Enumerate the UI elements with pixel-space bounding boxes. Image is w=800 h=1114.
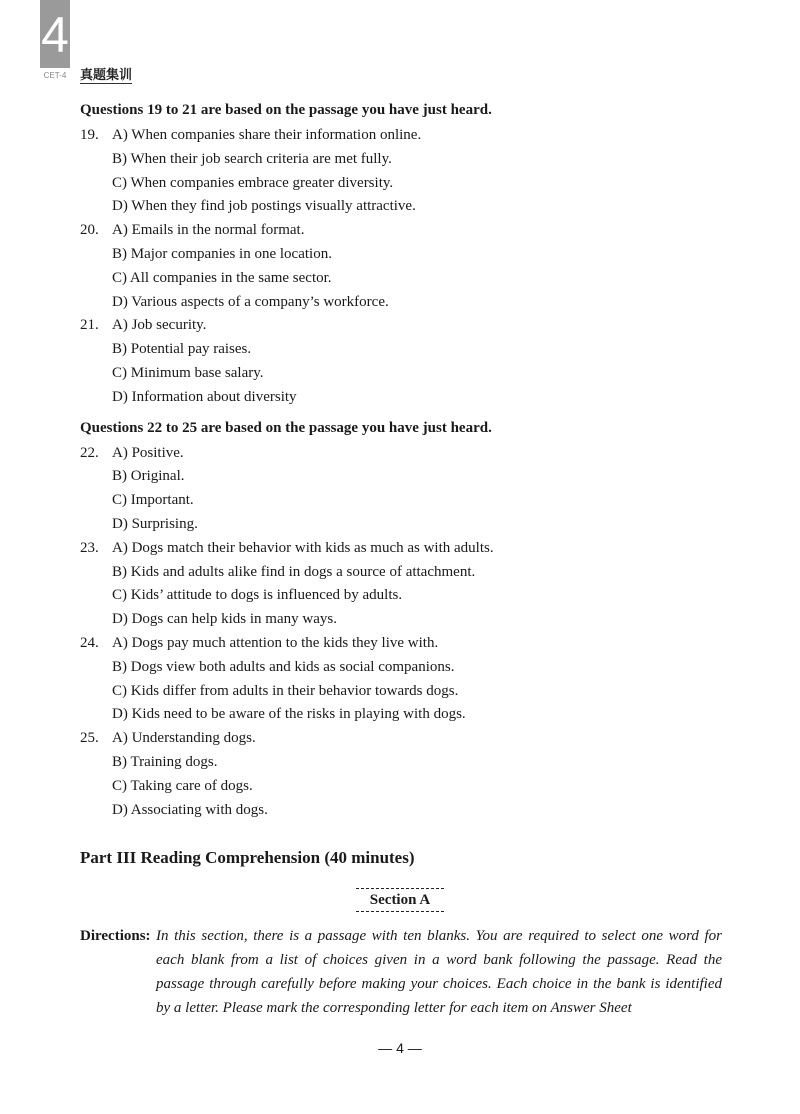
question-number: 25. [80, 730, 99, 747]
question-number: 22. [80, 444, 99, 461]
directions-block [80, 924, 722, 1020]
answer-option [80, 442, 722, 466]
option-text: A) Understanding dogs. [112, 730, 256, 747]
option-indent [80, 148, 112, 172]
option-text: D) Information about diversity [112, 388, 297, 405]
question-group-heading: Questions 19 to 21 are based on the passage you have just heard. [80, 102, 492, 118]
question-number: 23. [80, 539, 99, 556]
option-text: B) Original. [112, 468, 185, 485]
option-indent [80, 561, 112, 585]
option-indent [80, 267, 112, 291]
answer-option [80, 608, 722, 632]
option-text: B) Major companies in one location. [112, 245, 332, 262]
question-number: 20. [80, 222, 99, 239]
answer-option [80, 489, 722, 513]
option-text: A) Dogs match their behavior with kids as much as with adults. [112, 539, 494, 556]
option-indent [80, 799, 112, 823]
option-text: D) Surprising. [112, 515, 198, 532]
answer-option [80, 267, 722, 291]
question-item [80, 727, 722, 822]
group-spacer [80, 410, 722, 418]
question-item [80, 314, 722, 409]
answer-option [80, 148, 722, 172]
answer-option [80, 465, 722, 489]
answer-option [80, 172, 722, 196]
page-number: — 4 — [378, 1040, 422, 1056]
answer-option [80, 195, 722, 219]
question-item [80, 124, 722, 219]
header-title: 真题集训 [80, 68, 133, 83]
option-indent [80, 584, 112, 608]
option-indent [80, 243, 112, 267]
option-text: C) Kids differ from adults in their behavior towards dogs. [112, 682, 459, 699]
option-indent [80, 172, 112, 196]
option-indent [80, 680, 112, 704]
answer-option [80, 584, 722, 608]
option-text: B) When their job search criteria are met fully. [112, 150, 392, 167]
option-text: D) When they find job postings visually attractive. [112, 198, 416, 215]
option-text: A) Dogs pay much attention to the kids they live with. [112, 634, 439, 651]
option-text: C) Minimum base salary. [112, 364, 264, 381]
answer-option [80, 386, 722, 410]
question-item [80, 632, 722, 727]
answer-option [80, 680, 722, 704]
option-text: C) Kids’ attitude to dogs is influenced by adults. [112, 587, 403, 604]
option-indent [80, 291, 112, 315]
option-indent [80, 362, 112, 386]
question-item [80, 219, 722, 314]
option-indent [80, 775, 112, 799]
answer-option [80, 537, 722, 561]
option-text: C) Important. [112, 492, 194, 509]
question-number: 24. [80, 634, 99, 651]
option-indent [80, 608, 112, 632]
answer-option [80, 362, 722, 386]
option-text: D) Associating with dogs. [112, 801, 268, 818]
part-title: Part III Reading Comprehension (40 minutes) [80, 848, 415, 867]
option-text: D) Various aspects of a company’s workforce. [112, 293, 389, 310]
questions-area [80, 100, 722, 822]
answer-option [80, 124, 722, 148]
option-text: B) Potential pay raises. [112, 341, 252, 358]
answer-option [80, 751, 722, 775]
question-number: 21. [80, 317, 99, 334]
header-underline [80, 83, 132, 84]
section-label: Section A [369, 892, 431, 908]
answer-option [80, 314, 722, 338]
option-indent [80, 703, 112, 727]
option-text: C) All companies in the same sector. [112, 269, 332, 286]
answer-option [80, 338, 722, 362]
option-text: C) Taking care of dogs. [112, 777, 253, 794]
answer-option [80, 219, 722, 243]
answer-option [80, 632, 722, 656]
answer-option [80, 243, 722, 267]
section-heading [356, 888, 444, 912]
option-indent [80, 195, 112, 219]
answer-option [80, 799, 722, 823]
option-text: B) Kids and adults alike find in dogs a source of attachment. [112, 563, 476, 580]
question-number: 19. [80, 127, 99, 143]
answer-option [80, 513, 722, 537]
option-indent [80, 513, 112, 537]
answer-option [80, 727, 722, 751]
question-item [80, 537, 722, 632]
option-indent [80, 386, 112, 410]
question-group-heading: Questions 22 to 25 are based on the passage you have just heard. [80, 419, 492, 436]
option-text: A) Positive. [112, 444, 184, 461]
answer-option [80, 656, 722, 680]
option-text: A) Job security. [112, 317, 207, 334]
answer-option [80, 703, 722, 727]
option-text: A) Emails in the normal format. [112, 222, 305, 239]
option-indent [80, 656, 112, 680]
question-item [80, 442, 722, 537]
option-text: B) Training dogs. [112, 753, 218, 770]
option-text: D) Kids need to be aware of the risks in playing with dogs. [112, 706, 466, 723]
directions-label: Directions: [80, 928, 151, 944]
option-text: A) When companies share their information online. [112, 127, 422, 143]
option-text: C) When companies embrace greater diversity. [112, 174, 394, 191]
option-indent [80, 751, 112, 775]
exam-label: CET-4 [43, 71, 67, 80]
option-indent [80, 465, 112, 489]
option-text: D) Dogs can help kids in many ways. [112, 611, 337, 628]
answer-option [80, 775, 722, 799]
option-text: B) Dogs view both adults and kids as social companions. [112, 658, 455, 675]
answer-option [80, 561, 722, 585]
answer-option [80, 291, 722, 315]
option-indent [80, 489, 112, 513]
chapter-number: 4 [41, 7, 69, 63]
section-dash-bottom [356, 911, 444, 912]
option-indent [80, 338, 112, 362]
directions-text: In this section, there is a passage with ten blanks. You are required to select one word for each blank from a list of choices given in a word bank following the passage. Read the passage through carefully before making your choices. Each choice in the bank is identified by a letter. Please mark the corresponding letter for each item on Answer Sheet [156, 928, 722, 1016]
